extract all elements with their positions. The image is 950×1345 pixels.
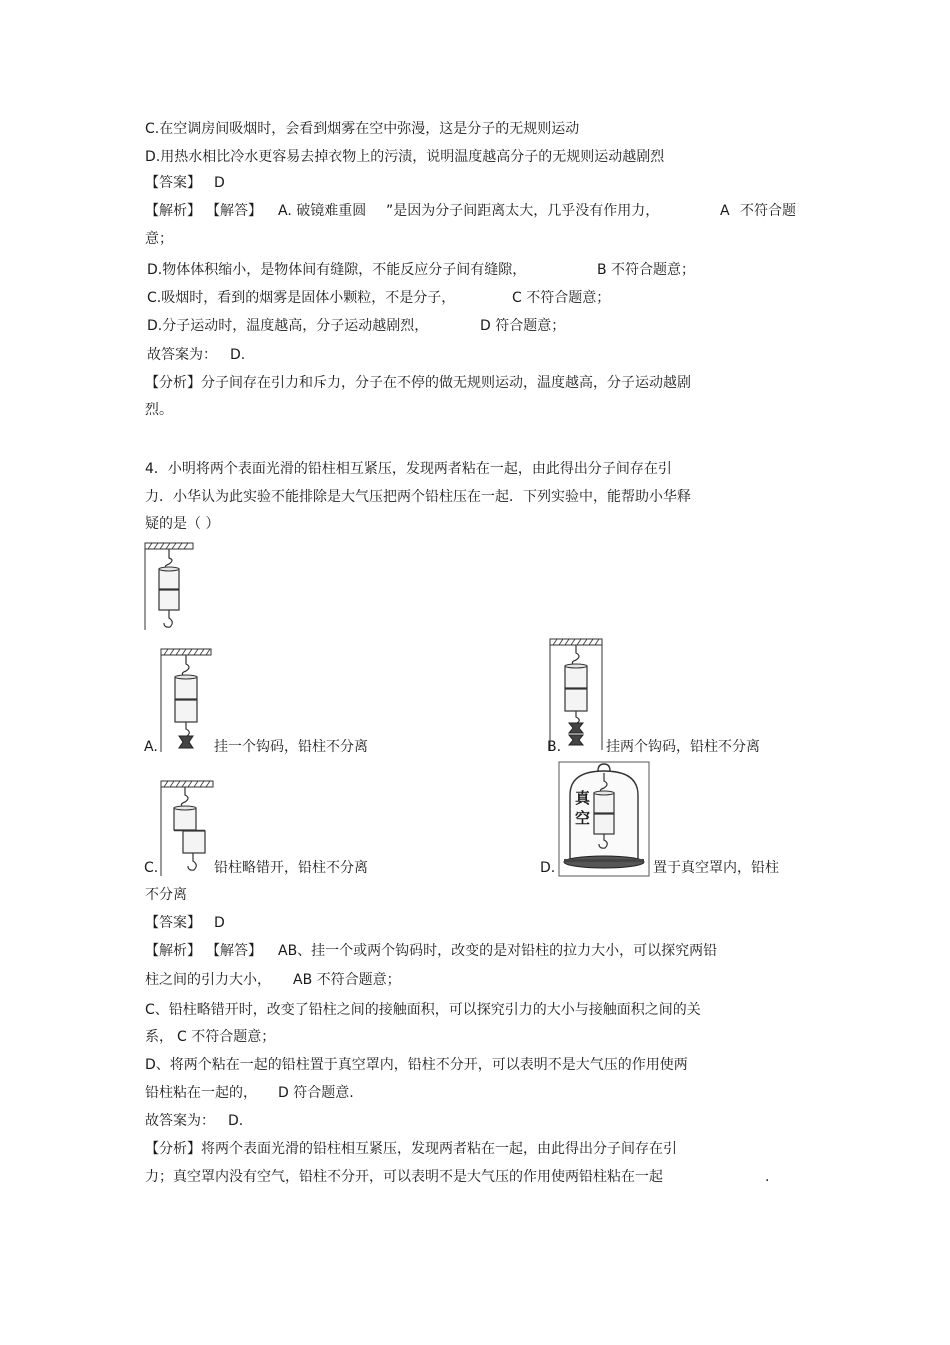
q4-analysis-line3: C、铅柱略错开时，改变了铅柱之间的接触面积，可以探究引力的大小与接触面积之间的关 — [145, 1002, 701, 1018]
q4-option-b-figure — [548, 638, 604, 752]
q4-stem-line1: 4．小明将两个表面光滑的铅柱相互紧压，发现两者粘在一起，由此得出分子间存在引 — [145, 461, 672, 477]
q4-option-a-figure — [159, 648, 213, 754]
q3-analysis-b-verdict: B 不符合题意； — [597, 262, 696, 278]
q4-stem-line2: 力．小华认为此实验不能排除是大气压把两个铅柱压在一起．下列实验中，能帮助小华释 — [145, 489, 691, 505]
q3-analysis-d: D.分子运动时，温度越高，分子运动越剧烈， — [147, 318, 429, 334]
q4-option-c-text: 铅柱略错开，铅柱不分离 — [214, 860, 368, 876]
q4-fenxi-line1: 【分析】将两个表面光滑的铅柱相互紧压，发现两者粘在一起，由此得出分子间存在引 — [145, 1141, 677, 1157]
q3-option-d: D.用热水相比冷水更容易去掉衣物上的污渍，说明温度越高分子的无规则运动越剧烈 — [145, 149, 665, 165]
q4-option-d-text-cont: 不分离 — [145, 887, 187, 903]
q4-option-a-letter: A. — [144, 739, 158, 755]
q4-option-d-text: 置于真空罩内，铅柱 — [653, 860, 779, 876]
q3-analysis-a-end: 意； — [145, 231, 173, 247]
q3-answer-label: 【答案】 — [145, 175, 201, 191]
q3-analysis-d-verdict: D 符合题意； — [480, 318, 566, 334]
q3-analysis-c-verdict: C 不符合题意； — [512, 290, 611, 306]
q3-option-c: C.在空调房间吸烟时，会看到烟雾在空中弥漫，这是分子的无规则运动 — [145, 121, 580, 137]
q4-option-c-letter: C. — [144, 860, 159, 876]
q3-analysis-b: D.物体体积缩小，是物体间有缝隙，不能反应分子间有缝隙， — [147, 262, 527, 278]
q3-answer-value: D — [214, 175, 225, 191]
q3-fenxi-line2: 烈。 — [145, 402, 173, 418]
q4-conclusion-label: 故答案为： — [145, 1113, 215, 1129]
q4-vacuum-label-2: 空 — [575, 809, 591, 827]
q3-analysis-c: C.吸烟时，看到的烟雾是固体小颗粒，不是分子， — [147, 290, 456, 306]
q3-analysis-tag: 【解析】 — [145, 203, 201, 219]
q4-fenxi-line2: 力；真空罩内没有空气，铅柱不分开，可以表明不是大气压的作用使两铅柱粘在一起 — [145, 1169, 663, 1185]
q3-conclusion-label: 故答案为： — [147, 347, 217, 363]
q4-stem-figure — [143, 542, 195, 632]
q4-option-c-figure — [159, 780, 215, 878]
q3-analysis-a-text: A. 破镜难重圆 — [278, 203, 367, 219]
q4-solution-tag: 【解答】 — [206, 943, 262, 959]
q3-analysis-a-verdict: 不符合题 — [740, 203, 796, 219]
q4-fenxi-end-period: . — [765, 1169, 770, 1185]
q3-analysis-a-letter: A — [720, 203, 730, 219]
q4-analysis-line4-verdict: C 不符合题意； — [177, 1029, 276, 1045]
q4-analysis-line6-verdict: D 符合题意. — [278, 1085, 354, 1101]
q4-stem-line3: 疑的是（ ） — [145, 516, 220, 532]
q4-analysis-line4: 系， — [145, 1029, 173, 1045]
q4-analysis-line5: D、将两个粘在一起的铅柱置于真空罩内，铅柱不分开，可以表明不是大气压的作用使两 — [145, 1057, 688, 1073]
q4-option-b-text: 挂两个钩码，铅柱不分离 — [606, 739, 760, 755]
q3-conclusion-value: D. — [230, 347, 246, 363]
q4-answer-value: D — [214, 915, 225, 931]
q4-vacuum-label-1: 真 — [575, 789, 591, 807]
q4-option-b-letter: B. — [547, 739, 562, 755]
q4-analysis-line2: 柱之间的引力大小， — [145, 972, 271, 988]
q3-analysis-a-text-2: ”是因为分子间距离太大，几乎没有作用力， — [386, 203, 660, 219]
q3-fenxi-line1: 【分析】分子间存在引力和斥力，分子在不停的做无规则运动，温度越高，分子运动越剧 — [145, 375, 691, 391]
q4-answer-label: 【答案】 — [145, 915, 201, 931]
q3-solution-tag: 【解答】 — [206, 203, 262, 219]
q4-option-a-text: 挂一个钩码，铅柱不分离 — [214, 739, 368, 755]
q4-option-d-letter: D. — [540, 860, 556, 876]
q4-analysis-tag: 【解析】 — [145, 943, 201, 959]
q4-analysis-line1: AB、挂一个或两个钩码时，改变的是对铅柱的拉力大小，可以探究两铅 — [278, 943, 718, 959]
q4-analysis-line6: 铅柱粘在一起的， — [145, 1085, 257, 1101]
q4-conclusion-value: D. — [228, 1113, 244, 1129]
q4-analysis-line2-verdict: AB 不符合题意； — [293, 972, 401, 988]
q4-option-d-figure — [558, 761, 650, 877]
